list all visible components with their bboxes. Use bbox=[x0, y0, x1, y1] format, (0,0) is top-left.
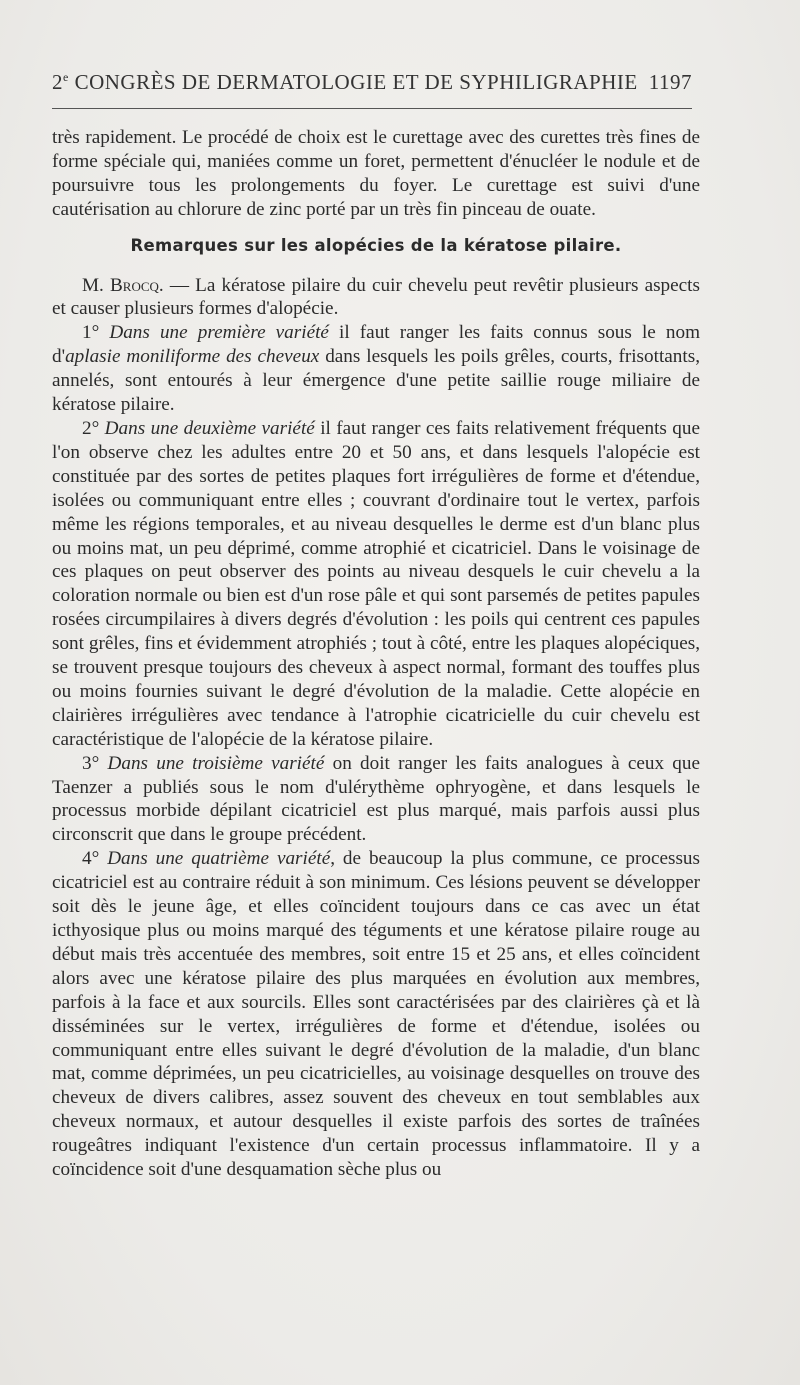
variety-number: 4° bbox=[82, 848, 108, 870]
variety-heading: Dans une première variété bbox=[109, 322, 329, 344]
paragraph-text: — La kératose pilaire du cuir chevelu peut revêtir plusieurs aspects et causer plusieurs formes d'alopécie. bbox=[52, 274, 700, 320]
page-number: 1197 bbox=[648, 69, 692, 94]
paragraph-text: on doit ranger les faits analogues à ceux que Taenzer a publiés sous le nom d'ulérythème ophryogène, et dans lesquels le processus morbide dépilant cicatriciel est plus marqué, mais parfois aussi plus circonscrit que dans le groupe précédent. bbox=[52, 752, 700, 846]
variety-heading: Dans une deuxième variété bbox=[104, 417, 315, 439]
paragraph-text: dans lesquels les poils grêles, courts, frisottants, annelés, sont entourés à leur émergence d'une petite saillie rouge miliaire de kératose pilaire. bbox=[52, 346, 700, 416]
paragraph-variety-1 bbox=[52, 321, 700, 417]
paragraph-text: il faut ranger ces faits relativement fréquents que l'on observe chez les adultes entre 20 et 50 ans, et dans lesquels l'alopécie est constituée par des sortes de petites plaques fort irrégulières de forme et d'étendue, isolées ou communiquant entre elles ; couvrant d'ordinaire tout le vertex, parfois même les régions temporales, et au niveau desquelles le derme est d'un blanc plus ou moins mat, un peu déprimé, comme atrophié et cicatriciel. Dans le voisinage de ces plaques on peut observer des points au niveau desquels le cuir chevelu a la coloration normale ou bien est d'un rose pâle et qui sont parsemés de petites papules rosées circumpilaires à divers degrés d'évolution : les poils qui centrent ces papules sont grêles, fins et évidemment atrophiés ; tout à côté, entre les plaques alopéciques, se trouvent presque toujours des cheveux à aspect normal, formant des touffes plus ou moins fournies suivant le degré d'évolution de la maladie. Cette alopécie en clairières irrégulières avec tendance à l'atrophie cicatricielle du cuir chevelu est caractéristique de l'alopécie de la kératose pilaire. bbox=[52, 417, 700, 750]
paragraph-variety-3 bbox=[52, 752, 700, 848]
paragraph-text: il faut ranger les faits connus sous le nom d' bbox=[52, 322, 701, 368]
paragraph-variety-2 bbox=[52, 417, 700, 752]
section-heading: Remarques sur les alopécies de la kératose pilaire. bbox=[130, 235, 622, 255]
congress-number: 2 bbox=[52, 69, 63, 94]
paragraph-intro bbox=[52, 274, 700, 322]
variety-number: 3° bbox=[82, 752, 108, 774]
variety-number: 1° bbox=[82, 322, 110, 344]
congress-title: CONGRÈS DE DERMATOLOGIE ET DE SYPHILIGRAPHIE bbox=[68, 69, 638, 94]
paragraph-variety-4 bbox=[52, 847, 700, 1182]
running-header bbox=[52, 66, 692, 98]
running-title bbox=[52, 70, 638, 95]
speaker-name: M. Brocq. bbox=[82, 274, 164, 296]
variety-number: 2° bbox=[82, 417, 105, 439]
page-body bbox=[52, 126, 700, 1182]
variety-heading: Dans une quatrième variété bbox=[107, 848, 331, 870]
header-rule bbox=[52, 108, 692, 109]
condition-name: aplasie moniliforme des cheveux bbox=[65, 346, 320, 368]
paragraph-continuation: très rapidement. Le procédé de choix est le curettage avec des curettes très fines de forme spéciale qui, maniées comme un foret, permettent d'énucléer le nodule et de poursuivre tous les prolongements du foyer. Le curettage est suivi d'une cautérisation au chlorure de zinc porté par un très fin pinceau de ouate. bbox=[52, 127, 700, 220]
congress-number-superscript: e bbox=[63, 69, 69, 84]
variety-heading: Dans une troisième variété bbox=[107, 752, 325, 774]
paragraph-text: , de beaucoup la plus commune, ce processus cicatriciel est au contraire réduit à son minimum. Ces lésions peuvent se développer soit dès le jeune âge, et elles coïncident toujours dans ce cas avec un état icthyosique plus ou moins marqué des téguments et une kératose pilaire rouge au début mais très accentuée des membres, soit entre 15 et 25 ans, et elles coïncident alors avec une kératose pilaire des plus marquées en évolution aux membres, parfois à la face et aux sourcils. Elles sont caractérisées par des clairières çà et là disséminées sur le vertex, irrégulières de forme et d'étendue, isolées ou communiquant entre elles suivant le degré d'évolution de la maladie, d'un blanc mat, comme déprimées, un peu cicatricielles, au voisinage desquelles on trouve des cheveux de divers calibres, assez souvent des cheveux en tout semblables aux cheveux normaux, et autour desquelles il existe parfois des sortes de traînées rougeâtres indiquant l'existence d'un certain processus inflammatoire. Il y a coïncidence soit d'une desquamation sèche plus ou bbox=[52, 848, 700, 1181]
